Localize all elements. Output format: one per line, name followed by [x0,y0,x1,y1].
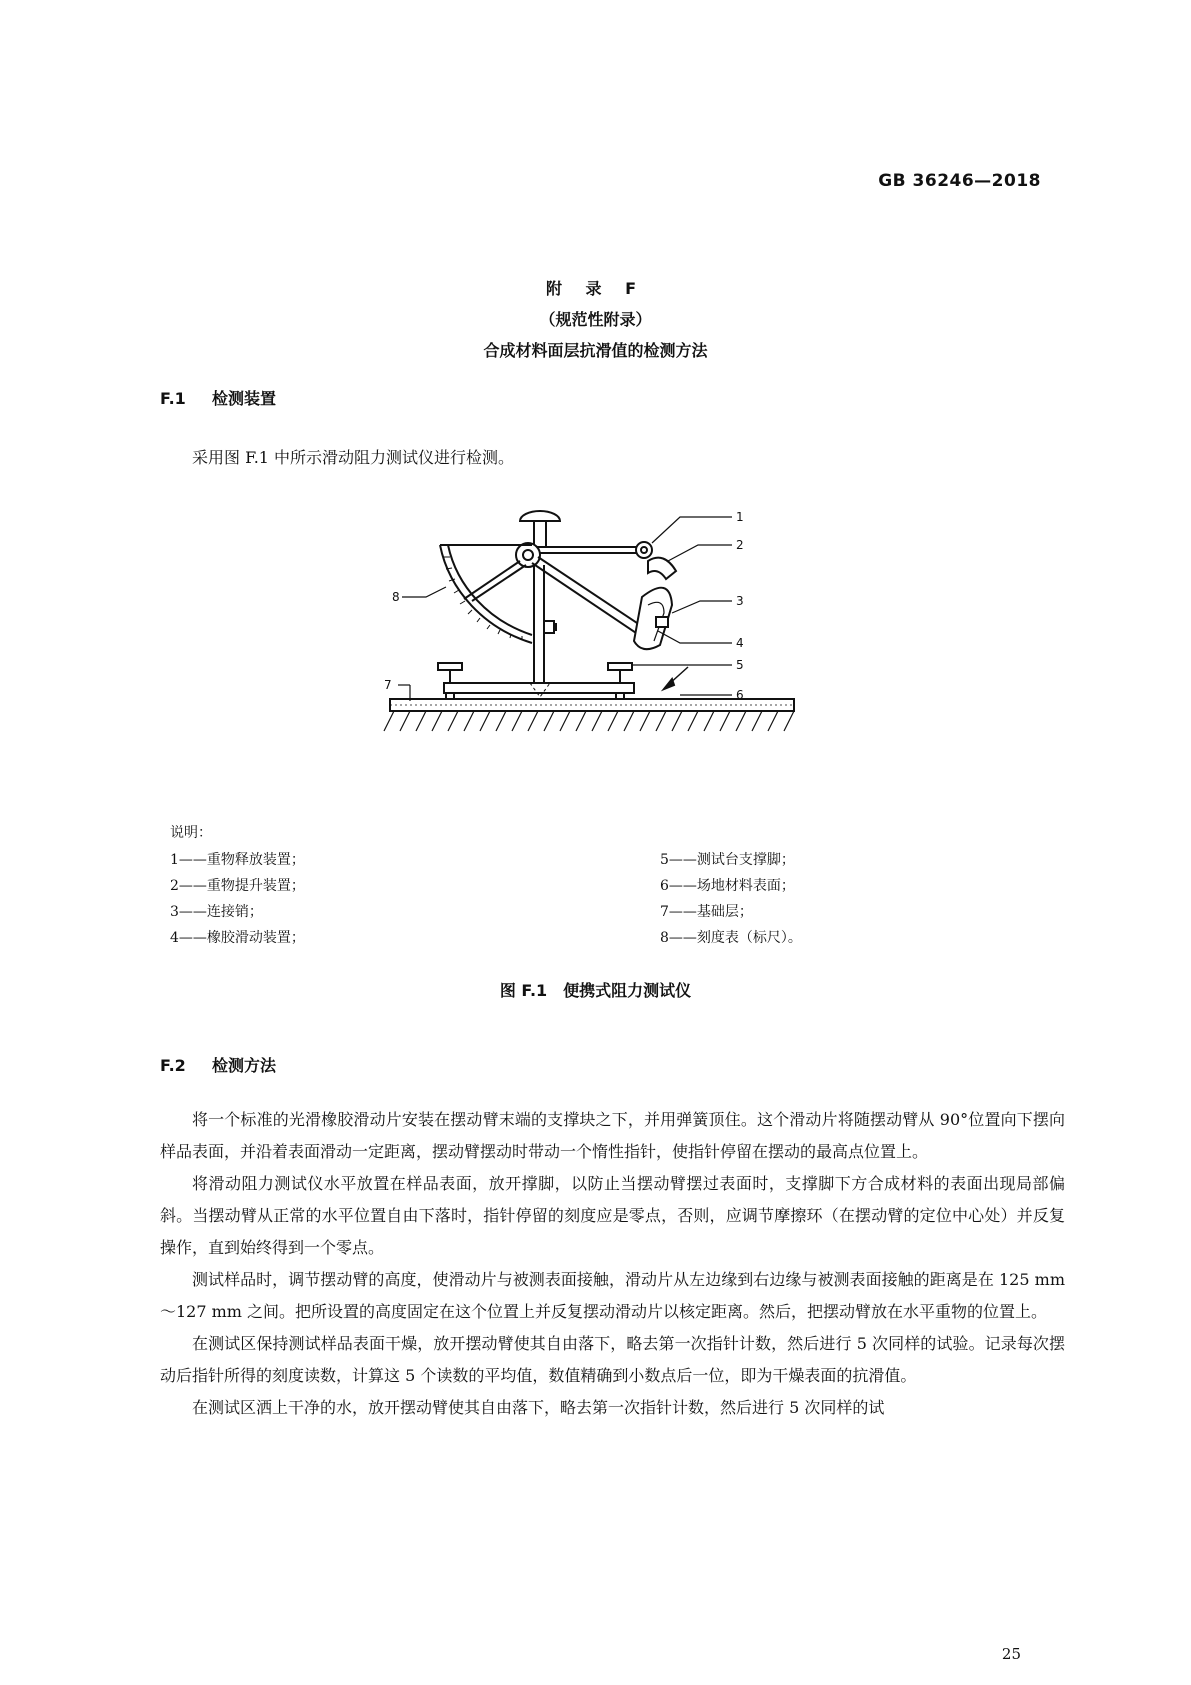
paragraph: 将一个标准的光滑橡胶滑动片安装在摆动臂末端的支撑块之下，并用弹簧顶住。这个滑动片将随摆动臂从 90°位置向下摆向样品表面，并沿着表面滑动一定距离，摆动臂摆动时带动一个惰性指针，使指针停留在摆动的最高点位置上。 [160,1110,1065,1161]
callout-6: 6 [736,688,744,702]
pivot-hub [516,543,540,567]
figure-diagram [380,505,820,785]
base-plate [444,683,634,693]
paragraph: 在测试区保持测试样品表面干燥，放开摆动臂使其自由落下，略去第一次指针计数，然后进行 5 次同样的试验。记录每次摆动后指针所得的刻度读数，计算这 5 个读数的平均值，数值精确到小数点后一位，即为干燥表面的抗滑值。 [160,1334,1065,1385]
right-foot-knob [608,663,632,670]
legend-item: 8——刻度表（标尺）。 [660,930,802,946]
annex-type: （规范性附录） [539,310,652,329]
section-title: 检测方法 [212,1056,277,1075]
callout-3: 3 [736,594,744,608]
legend-item: 4——橡胶滑动装置； [170,930,305,946]
legend-item: 6——场地材料表面； [660,878,795,894]
paragraph: 将滑动阻力测试仪水平放置在样品表面，放开撑脚，以防止当摆动臂摆过表面时，支撑脚下方合成材料的表面出现局部偏斜。当摆动臂从正常的水平位置自由下落时，指针停留的刻度应是零点，否则，应调节摩擦环（在摆动臂的定位中心处）并反复操作，直到始终得到一个零点。 [160,1174,1065,1257]
ground-hatching [384,711,794,731]
section-body [160,1104,1065,1424]
section-number: F.2 [160,1056,186,1075]
left-foot-knob [438,663,462,670]
release-knob [520,511,560,521]
callout-2: 2 [736,538,744,552]
standard-number: GB 36246—2018 [878,171,1041,191]
legend-item: 7——基础层； [660,904,753,920]
connecting-pin [656,617,668,627]
legend-item: 5——测试台支撑脚； [660,852,795,868]
callout-5: 5 [736,658,744,672]
callout-7: 7 [384,678,392,692]
section-title: 检测装置 [212,389,277,408]
section-heading-f2 [160,1053,276,1076]
legend-item: 3——连接销； [170,904,263,920]
legend-left-column [170,847,305,951]
release-wheel [636,542,652,558]
figure-caption: 图 F.1 便携式阻力测试仪 [499,981,692,1000]
annex-title: 附 录 F [545,279,646,298]
annex-name: 合成材料面层抗滑值的检测方法 [483,341,708,360]
callout-4: 4 [736,636,744,650]
section-intro: 采用图 F.1 中所示滑动阻力测试仪进行检测。 [192,448,515,467]
lifting-device [648,558,676,579]
paragraph: 在测试区洒上干净的水，放开摆动臂使其自由落下，略去第一次指针计数，然后进行 5 次同样的试 [192,1398,885,1417]
page-number: 25 [1001,1645,1021,1663]
callout-8: 8 [392,590,400,604]
legend-item: 2——重物提升装置； [170,878,305,894]
legend-title: 说明： [170,825,212,841]
section-heading-f1 [160,386,276,409]
paragraph: 测试样品时，调节摆动臂的高度，使滑动片与被测表面接触，滑动片从左边缘到右边缘与被测表面接触的距离是在 125 mm～127 mm 之间。把所设置的高度固定在这个位置上并反复摆动滑动片以核定距离。然后，把摆动臂放在水平重物的位置上。 [160,1270,1065,1321]
legend-right-column [660,847,802,951]
callout-1: 1 [736,510,744,524]
legend-item: 1——重物释放装置； [170,852,305,868]
section-number: F.1 [160,389,186,408]
